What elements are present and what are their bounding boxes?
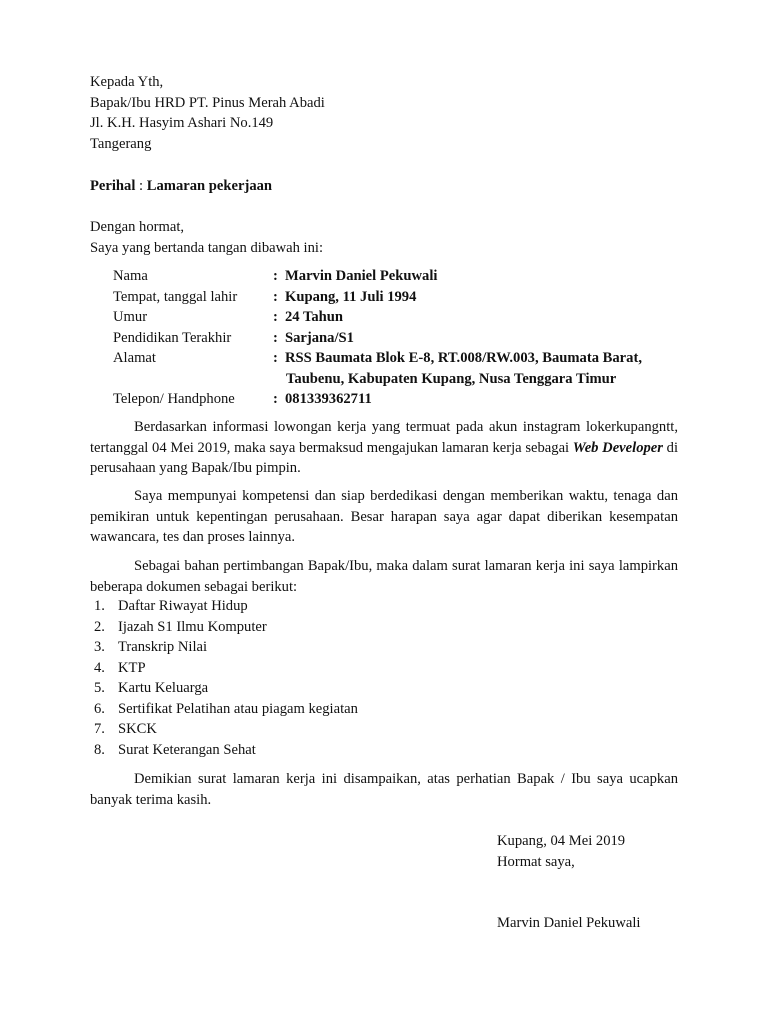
identity-colon: : xyxy=(273,391,278,407)
job-position: Web Developer xyxy=(572,439,663,456)
list-number: 8. xyxy=(94,741,105,758)
identity-value-continued: Taubenu, Kabupaten Kupang, Nusa Tenggara Timur xyxy=(286,370,617,387)
paragraph-vacancy xyxy=(90,417,678,479)
recipient-line: Bapak/Ibu HRD PT. Pinus Merah Abadi xyxy=(90,94,325,111)
paragraph-text: di perusahaan yang Bapak/Ibu pimpin. xyxy=(90,439,679,476)
list-text: Transkrip Nilai xyxy=(118,639,208,655)
list-text: Surat Keterangan Sehat xyxy=(118,741,256,758)
recipient-line: Tangerang xyxy=(90,135,152,152)
paragraph-text: Demikian surat lamaran kerja ini disampaikan, atas perhatian Bapak / Ibu saya ucapkan banyak terima kasih. xyxy=(90,771,678,808)
intro-text: Saya yang bertanda tangan dibawah ini: xyxy=(90,239,324,256)
subject-label: Perihal xyxy=(90,178,136,194)
identity-label: Umur xyxy=(113,309,148,325)
identity-value: 24 Tahun xyxy=(285,309,344,325)
subject-line xyxy=(90,176,678,197)
identity-value: Marvin Daniel Pekuwali xyxy=(285,268,438,284)
paragraph-text: Saya mempunyai kompetensi dan siap berdedikasi dengan memberikan waktu, tenaga dan pemikiran untuk kepentingan perusahaan. Besar harapan saya agar dapat diberikan kesempatan wawancara, tes dan proses lainnya. xyxy=(90,488,678,545)
greeting-block xyxy=(90,217,678,258)
identity-value: 081339362711 xyxy=(285,391,372,407)
list-text: SKCK xyxy=(118,721,157,737)
recipient-line: Kepada Yth, xyxy=(90,74,164,90)
identity-colon: : xyxy=(273,309,278,325)
list-text: Daftar Riwayat Hidup xyxy=(118,598,248,614)
identity-label: Pendidikan Terakhir xyxy=(113,329,232,346)
paragraph-text: Berdasarkan informasi lowongan kerja yang termuat pada akun instagram lokerkupangntt, tertanggal 04 Mei 2019, maka saya bermaksud mengajukan lamaran kerja sebagai xyxy=(90,419,678,456)
identity-colon: : xyxy=(273,329,278,346)
identity-value: Sarjana/S1 xyxy=(285,329,354,346)
subject-value: Lamaran pekerjaan xyxy=(146,178,273,194)
recipient-address xyxy=(90,72,678,154)
list-text: Ijazah S1 Ilmu Komputer xyxy=(118,618,267,635)
list-number: 4. xyxy=(94,659,105,676)
recipient-line: Jl. K.H. Hasyim Ashari No.149 xyxy=(90,115,274,131)
identity-value: Kupang, 11 Juli 1994 xyxy=(285,288,417,305)
identity-colon: : xyxy=(273,288,278,305)
signature-regards: Hormat saya, xyxy=(497,853,575,870)
list-text: KTP xyxy=(118,659,146,676)
identity-label: Alamat xyxy=(113,350,156,366)
list-number: 7. xyxy=(94,721,105,737)
identity-colon: : xyxy=(273,350,278,366)
list-text: Kartu Keluarga xyxy=(118,680,209,696)
greeting: Dengan hormat, xyxy=(90,219,185,235)
paragraph-attachments-intro xyxy=(90,556,678,597)
subject-separator: : xyxy=(135,178,147,194)
signature-name: Marvin Daniel Pekuwali xyxy=(497,915,641,931)
identity-label: Nama xyxy=(113,268,148,284)
list-text: Sertifikat Pelatihan atau piagam kegiatan xyxy=(118,700,358,717)
list-number: 3. xyxy=(94,639,105,655)
identity-label: Telepon/ Handphone xyxy=(113,391,235,407)
signature-block xyxy=(497,831,625,872)
paragraph-closing xyxy=(90,769,678,810)
list-number: 5. xyxy=(94,680,105,696)
list-number: 2. xyxy=(94,618,105,635)
signature-place-date: Kupang, 04 Mei 2019 xyxy=(497,833,626,849)
list-number: 6. xyxy=(94,700,105,717)
identity-label: Tempat, tanggal lahir xyxy=(113,288,238,305)
paragraph-text: Sebagai bahan pertimbangan Bapak/Ibu, maka dalam surat lamaran kerja ini saya lampirkan beberapa dokumen sebagai berikut: xyxy=(90,558,678,595)
list-number: 1. xyxy=(94,598,105,614)
identity-colon: : xyxy=(273,268,278,284)
paragraph-competence xyxy=(90,486,678,548)
identity-value: RSS Baumata Blok E-8, RT.008/RW.003, Baumata Barat, xyxy=(285,350,642,366)
